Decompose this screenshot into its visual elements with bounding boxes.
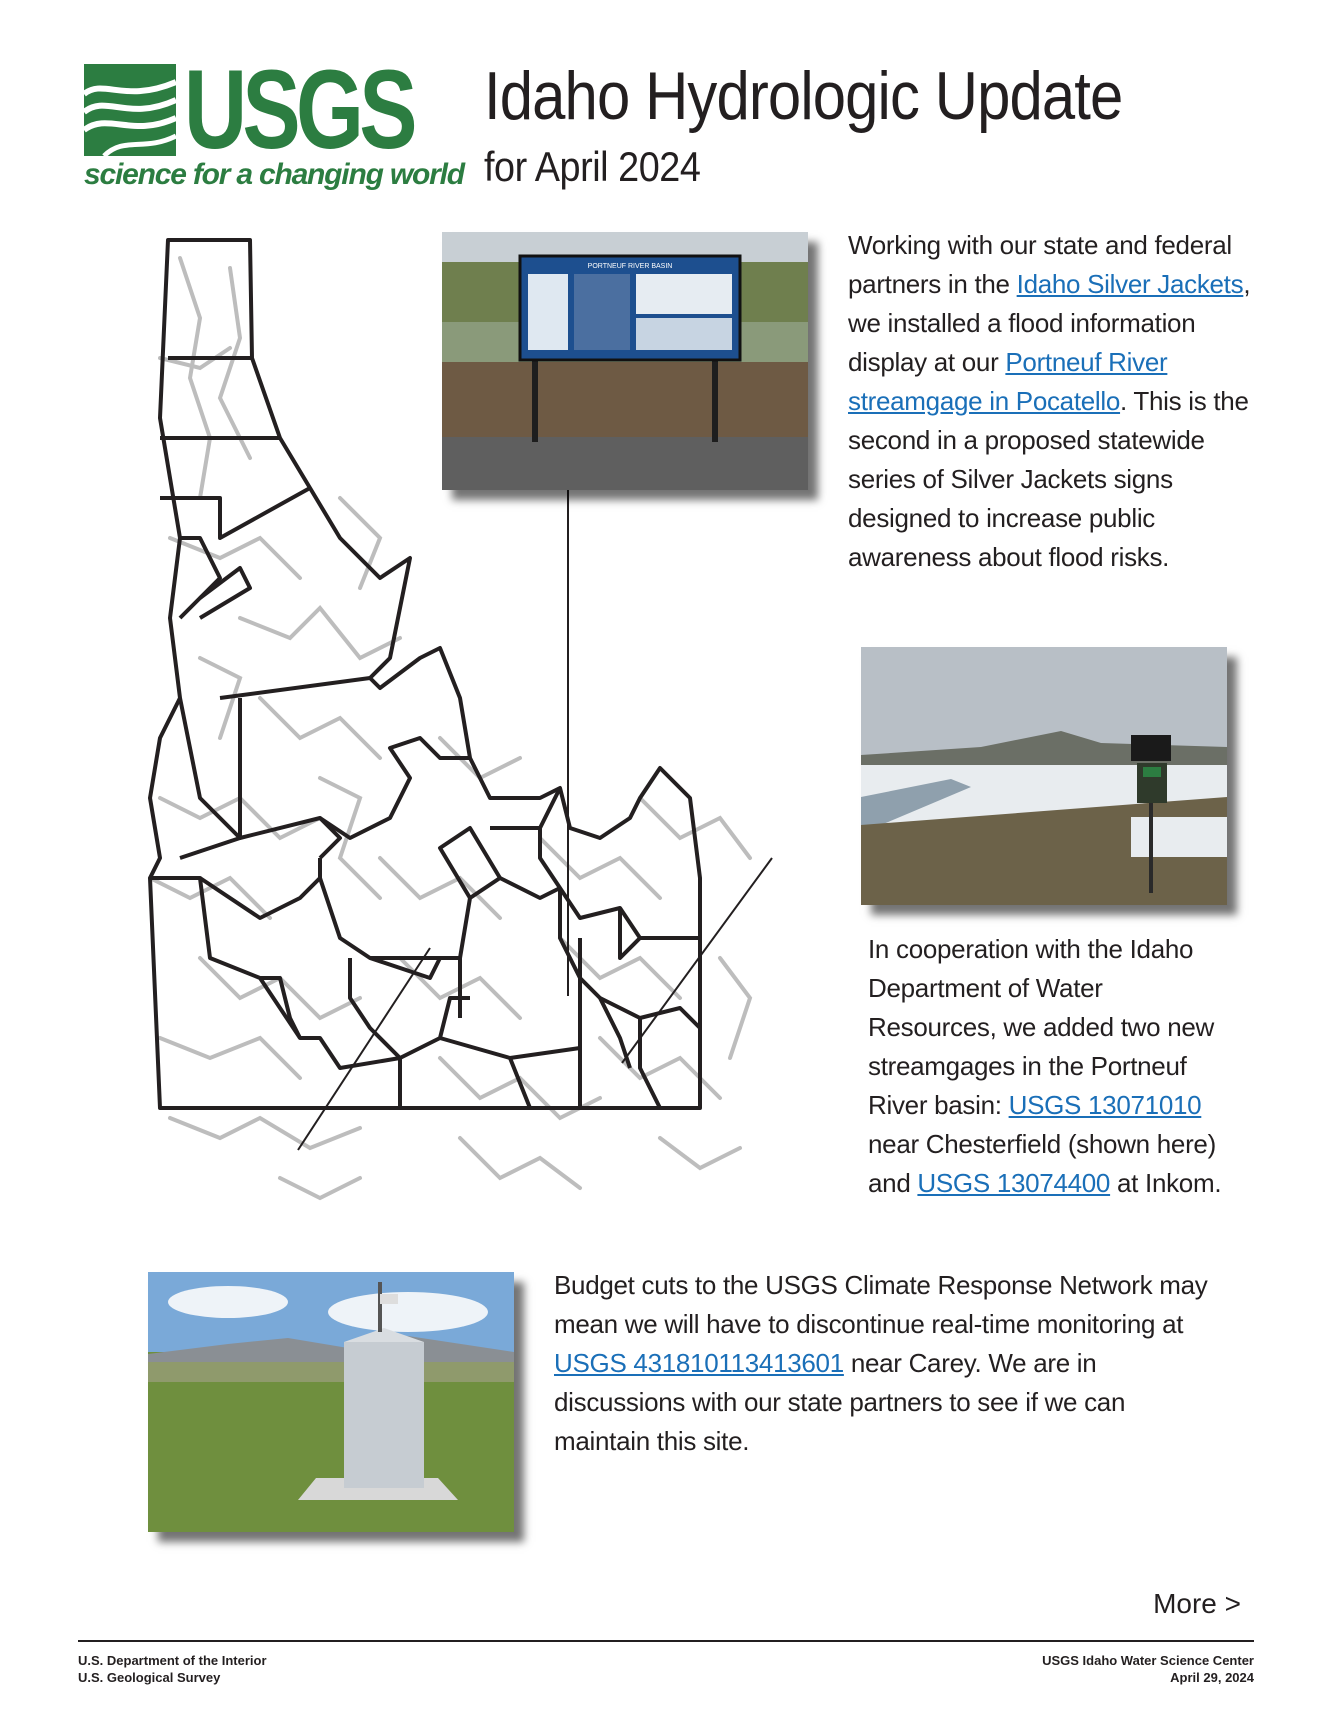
- footer-date: April 29, 2024: [1170, 1670, 1254, 1685]
- portneuf-streamgage-link[interactable]: Portneuf River streamgage in Pocatello: [848, 347, 1168, 416]
- more-link[interactable]: More >: [1153, 1588, 1241, 1619]
- usgs-wave-icon: [84, 64, 176, 156]
- text-span: near Chesterfield (shown here) and: [868, 1129, 1216, 1198]
- footer-divider: [78, 1640, 1254, 1642]
- idaho-silver-jackets-link[interactable]: Idaho Silver Jackets: [1016, 269, 1244, 299]
- flood-sign-photo: [442, 232, 808, 490]
- text-span: In cooperation with the Idaho Department of Water Resources, we added two new streamgages in the Portneuf River basin:: [868, 934, 1214, 1120]
- climate-response-text: [554, 1266, 1214, 1461]
- page-title: Idaho Hydrologic Update: [484, 58, 1123, 134]
- logo-wordmark: USGS: [184, 47, 413, 172]
- footer-right: [1042, 1652, 1254, 1686]
- text-span: at Inkom.: [1110, 1168, 1222, 1198]
- footer-agency: U.S. Geological Survey: [78, 1670, 221, 1685]
- text-span: , we installed a flood information display at our: [848, 269, 1251, 377]
- footer-center: USGS Idaho Water Science Center: [1042, 1653, 1254, 1668]
- monitoring-well-photo: [148, 1272, 514, 1532]
- usgs-431810113413601-link[interactable]: USGS 431810113413601: [554, 1348, 844, 1378]
- page-subtitle: for April 2024: [484, 143, 701, 190]
- footer-department: U.S. Department of the Interior: [78, 1653, 267, 1668]
- usgs-logo: [84, 47, 464, 202]
- sign-header: PORTNEUF RIVER BASIN: [587, 263, 673, 270]
- text-span: Budget cuts to the USGS Climate Response Network may mean we will have to discontinue real-time monitoring at: [554, 1270, 1208, 1339]
- callout-line-well: [298, 948, 430, 1150]
- silver-jackets-text: [848, 226, 1258, 577]
- logo-tagline: science for a changing world: [84, 158, 464, 191]
- footer-left: [78, 1652, 267, 1686]
- text-span: Working with our state and federal partners in the: [848, 230, 1232, 299]
- text-span: . This is the second in a proposed statewide series of Silver Jackets signs designed to increase public awareness about flood risks.: [848, 386, 1249, 572]
- text-span: near Carey. We are in discussions with our state partners to see if we can maintain this site.: [554, 1348, 1126, 1456]
- usgs-13074400-link[interactable]: USGS 13074400: [917, 1168, 1111, 1198]
- usgs-13071010-link[interactable]: USGS 13071010: [1008, 1090, 1202, 1120]
- portneuf-streamgages-text: [868, 930, 1234, 1203]
- streamgage-photo: [861, 647, 1227, 905]
